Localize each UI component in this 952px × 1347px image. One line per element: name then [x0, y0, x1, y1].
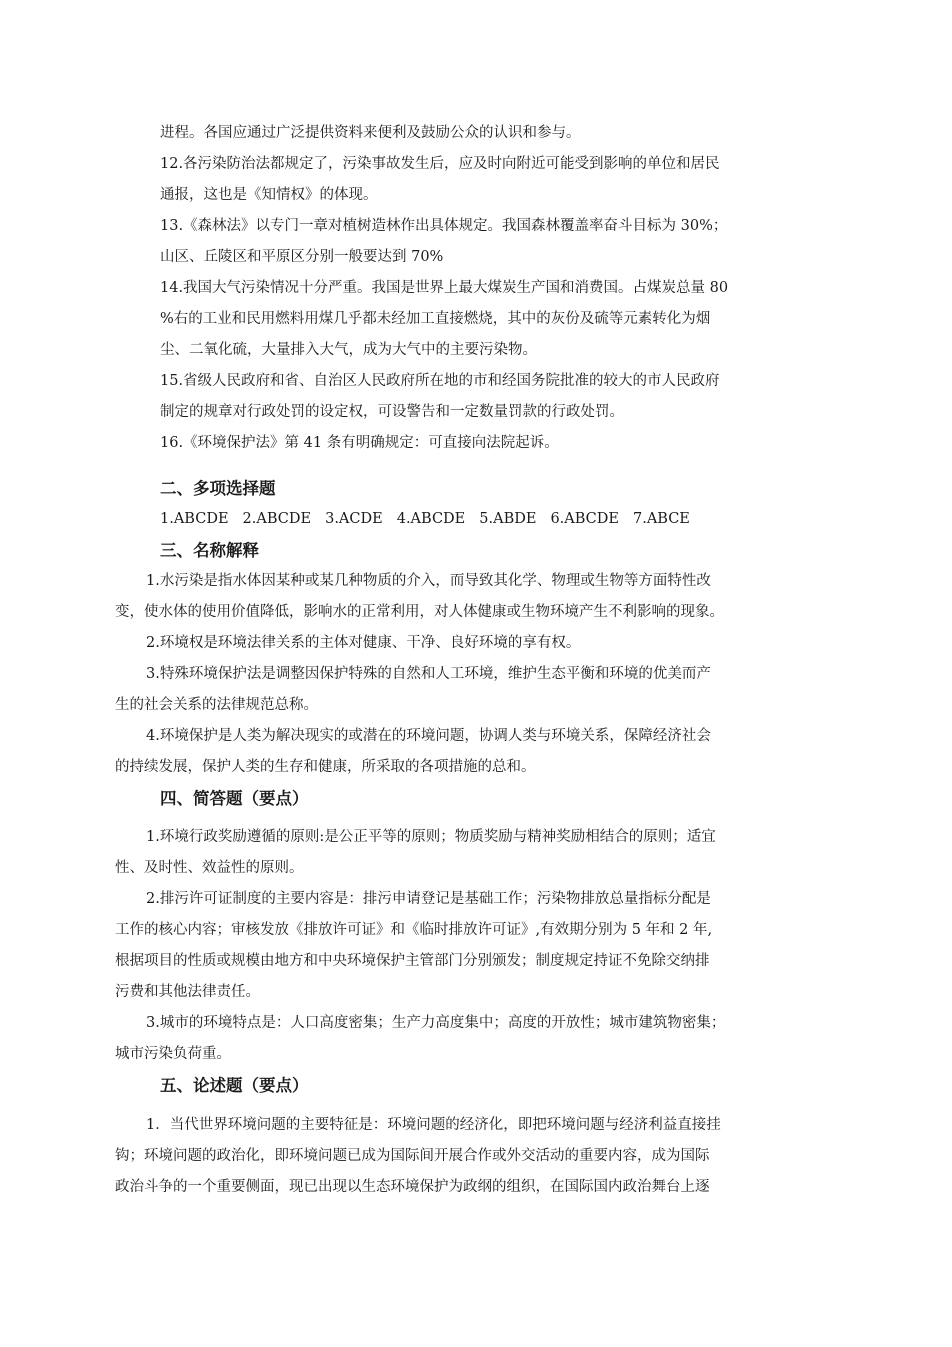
short-answer-1-line2: 性、及时性、效益性的原则。: [115, 860, 304, 876]
definition-1-line1: 1.水污染是指水体因某种或某几种物质的介入，而导致其化学、物理或生物等方面特性改: [146, 573, 711, 589]
definition-1-line2: 变，使水体的使用价值降低，影响水的正常利用，对人体健康或生物环境产生不利影响的现象。: [115, 604, 724, 620]
definition-4-line1: 4.环境保护是人类为解决现实的或潜在的环境问题，协调人类与环境关系，保障经济社会: [146, 728, 711, 744]
section-multiple-choice: [115, 473, 815, 566]
judgement-answers-tail: [115, 118, 815, 459]
answer-14-line2: %右的工业和民用燃料用煤几乎都未经加工直接燃烧，其中的灰份及硫等元素转化为烟: [160, 311, 711, 327]
mc-answer: 7.ABCE: [632, 511, 690, 527]
mc-answer: 6.ABCDE: [550, 511, 619, 527]
answer-12-line1: 12.各污染防治法都规定了，污染事故发生后，应及时向附近可能受到影响的单位和居民: [160, 156, 720, 172]
short-answer-3-line2: 城市污染负荷重。: [115, 1046, 231, 1062]
answer-14-line1: 14.我国大气污染情况十分严重。我国是世界上最大煤炭生产国和消费国。占煤炭总量 80: [160, 280, 729, 296]
answer-15-line2: 制定的规章对行政处罚的设定权，可设警告和一定数量罚款的行政处罚。: [160, 404, 624, 420]
short-answer-2-line4: 污费和其他法律责任。: [115, 984, 260, 1000]
definition-4-line2: 的持续发展，保护人类的生存和健康，所采取的各项措施的总和。: [115, 759, 536, 775]
answer-11-continued: 进程。各国应通过广泛提供资料来便利及鼓励公众的认识和参与。: [160, 125, 581, 141]
essay-1-line3: 政治斗争的一个重要侧面，现已出现以生态环境保护为政纲的组织，在国际国内政治舞台上逐: [115, 1179, 710, 1195]
mc-answer: 4.ABCDE: [396, 511, 466, 527]
essay-1-line2: 钩；环境问题的政治化，即环境问题已成为国际间开展合作或外交活动的重要内容，成为国际: [115, 1148, 710, 1164]
answer-16: 16.《环境保护法》第 41 条有明确规定：可直接向法院起诉。: [160, 435, 559, 451]
section-essay: [115, 1110, 815, 1203]
definition-3-line1: 3.特殊环境保护法是调整因保护特殊的自然和人工环境，维护生态平衡和环境的优美而产: [146, 666, 711, 682]
essay-1-line1: 1．当代世界环境问题的主要特征是：环境问题的经济化，即把环境问题与经济利益直接挂: [146, 1117, 721, 1133]
short-answer-2-line1: 2.排污许可证制度的主要内容是：排污申请登记是基础工作；污染物排放总量指标分配是: [146, 891, 711, 907]
definition-3-line2: 生的社会关系的法律规范总称。: [115, 697, 318, 713]
answer-15-line1: 15.省级人民政府和省、自治区人民政府所在地的市和经国务院批准的较大的市人民政府: [160, 373, 720, 389]
mc-answer: 3.ACDE: [325, 511, 383, 527]
mc-answer: 1.ABCDE: [160, 511, 229, 527]
section-short-answer: [115, 822, 815, 1101]
answer-14-line3: 尘、二氧化硫，大量排入大气，成为大气中的主要污染物。: [160, 342, 537, 358]
section-heading: 四、简答题（要点）: [160, 789, 309, 808]
definition-2: 2.环境权是环境法律关系的主体对健康、干净、良好环境的享有权。: [146, 635, 581, 651]
short-answer-2-line2: 工作的核心内容；审核发放《排放许可证》和《临时排放许可证》,有效期分别为 5 年和 2 年,: [115, 922, 713, 938]
short-answer-3-line1: 3.城市的环境特点是：人口高度密集；生产力高度集中；高度的开放性；城市建筑物密集；: [146, 1015, 726, 1031]
answer-12-line2: 通报，这也是《知情权》的体现。: [160, 187, 378, 203]
section-heading: 二、多项选择题: [160, 479, 276, 498]
answer-13-line2: 山区、丘陵区和平原区分别一般要达到 70%: [160, 249, 444, 265]
mc-answer: 2.ABCDE: [242, 511, 312, 527]
mc-answer-list: [115, 504, 815, 535]
section-heading: 三、名称解释: [160, 541, 259, 560]
mc-answer: 5.ABDE: [479, 511, 537, 527]
answer-13-line1: 13.《森林法》以专门一章对植树造林作出具体规定。我国森林覆盖率奋斗目标为 30%；: [160, 218, 728, 234]
section-heading: 五、论述题（要点）: [160, 1076, 309, 1095]
short-answer-1-line1: 1.环境行政奖励遵循的原则:是公正平等的原则；物质奖励与精神奖励相结合的原则；适宜: [146, 829, 716, 845]
short-answer-2-line3: 根据项目的性质或规模由地方和中央环境保护主管部门分别颁发；制度规定持证不免除交纳排: [115, 953, 710, 969]
section-definitions: [115, 566, 815, 814]
